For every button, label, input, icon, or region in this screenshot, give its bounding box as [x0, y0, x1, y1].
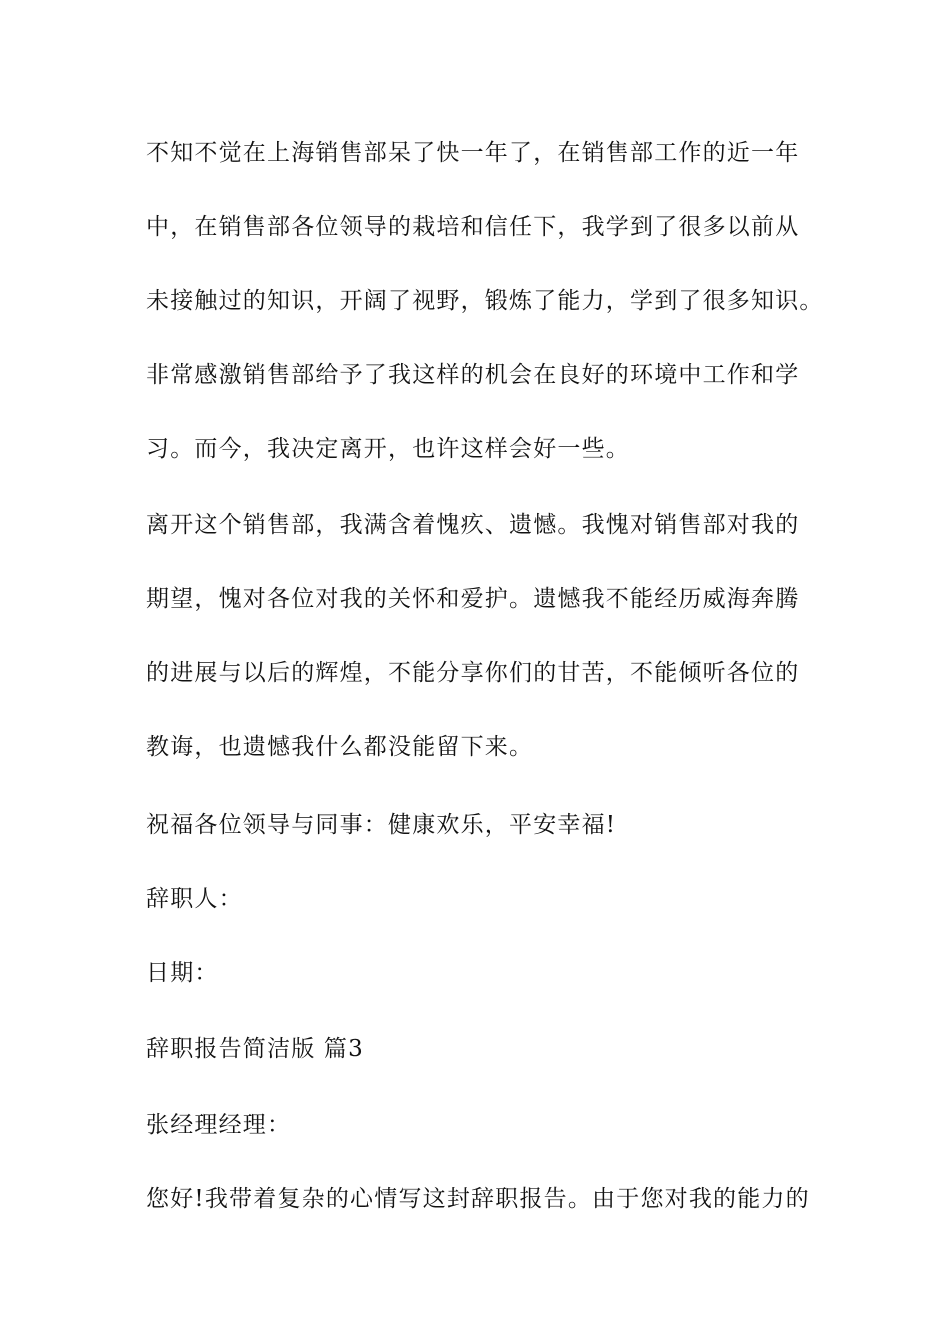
- salutation-line: 张经理经理：: [146, 1112, 292, 1138]
- resignee-label: 辞职人：: [146, 886, 243, 912]
- paragraph-line-2: 中，在销售部各位领导的栽培和信任下，我学到了很多以前从: [146, 214, 800, 240]
- paragraph-line-7: 期望，愧对各位对我的关怀和爱护。遗憾我不能经历威海奔腾: [146, 586, 800, 612]
- paragraph-line-15: 您好!我带着复杂的心情写这封辞职报告。由于您对我的能力的: [146, 1186, 810, 1212]
- section-heading: 辞职报告简洁版 篇3: [146, 1036, 364, 1062]
- date-label: 日期：: [146, 960, 219, 986]
- paragraph-line-9: 教诲，也遗憾我什么都没能留下来。: [146, 734, 534, 760]
- paragraph-line-1: 不知不觉在上海销售部呆了快一年了，在销售部工作的近一年: [146, 140, 800, 166]
- blessing-line: 祝福各位领导与同事：健康欢乐，平安幸福!: [146, 812, 617, 838]
- paragraph-line-8: 的进展与以后的辉煌，不能分享你们的甘苦，不能倾听各位的: [146, 660, 800, 686]
- paragraph-line-5: 习。而今，我决定离开，也许这样会好一些。: [146, 436, 630, 462]
- paragraph-line-6: 离开这个销售部，我满含着愧疚、遗憾。我愧对销售部对我的: [146, 512, 800, 538]
- paragraph-line-3: 未接触过的知识，开阔了视野，锻炼了能力，学到了很多知识。: [146, 288, 824, 314]
- paragraph-line-4: 非常感激销售部给予了我这样的机会在良好的环境中工作和学: [146, 362, 800, 388]
